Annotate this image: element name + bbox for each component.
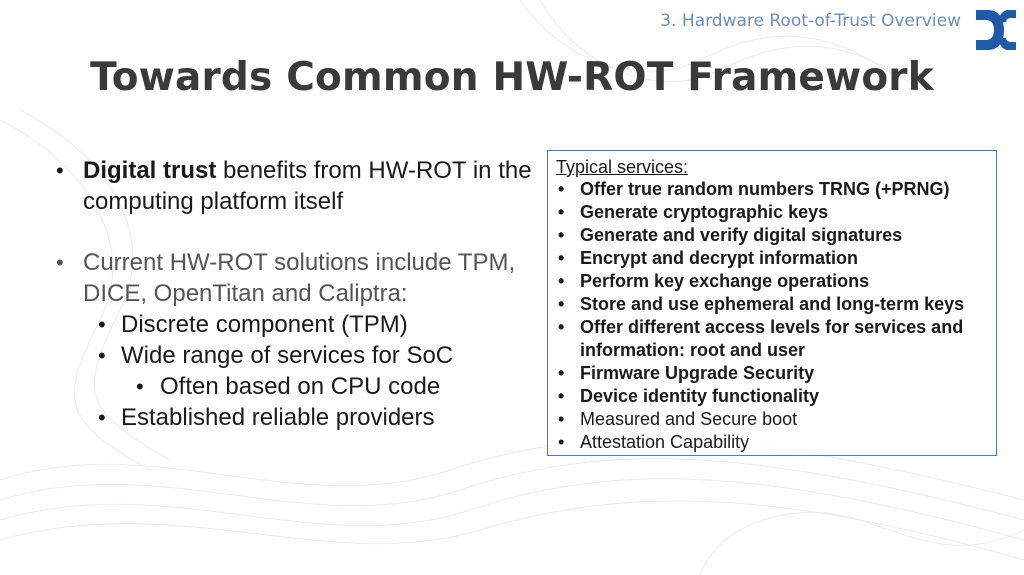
services-heading: Typical services: bbox=[556, 157, 689, 177]
bullet-digital-trust-bold: Digital trust bbox=[83, 157, 217, 184]
bullet-digital-trust-text: benefits from HW-ROT in the computing platform itself bbox=[83, 157, 532, 215]
service-item: • Encrypt and decrypt information bbox=[556, 247, 988, 270]
service-item: • Offer different access levels for services and information: root and user bbox=[556, 316, 988, 362]
section-label: 3. Hardware Root-of-Trust Overview bbox=[660, 11, 961, 31]
service-item: • Perform key exchange operations bbox=[556, 270, 988, 293]
typical-services-box bbox=[547, 150, 997, 456]
bullet-digital-trust bbox=[56, 155, 536, 217]
sub-bullet-providers: • Established reliable providers bbox=[56, 402, 536, 433]
sub-bullet-wide-range: • Wide range of services for SoC bbox=[56, 340, 536, 371]
sub-bullet-discrete: • Discrete component (TPM) bbox=[56, 309, 536, 340]
service-item: • Generate and verify digital signatures bbox=[556, 224, 988, 247]
bullet-current-solutions: • Current HW-ROT solutions include TPM, DICE, OpenTitan and Caliptra: bbox=[56, 247, 536, 309]
dc-logo-icon bbox=[974, 8, 1018, 52]
service-item: • Measured and Secure boot bbox=[556, 408, 988, 431]
service-item: • Attestation Capability bbox=[556, 431, 988, 454]
left-bullet-list bbox=[56, 155, 536, 433]
sub-sub-bullet-cpu-code: • Often based on CPU code bbox=[56, 371, 536, 402]
service-item: • Device identity functionality bbox=[556, 385, 988, 408]
service-item: • Generate cryptographic keys bbox=[556, 201, 988, 224]
service-item: • Store and use ephemeral and long-term keys bbox=[556, 293, 988, 316]
page-title: Towards Common HW-ROT Framework bbox=[90, 55, 934, 100]
service-item: • Offer true random numbers TRNG (+PRNG) bbox=[556, 178, 988, 201]
service-item: • Firmware Upgrade Security bbox=[556, 362, 988, 385]
